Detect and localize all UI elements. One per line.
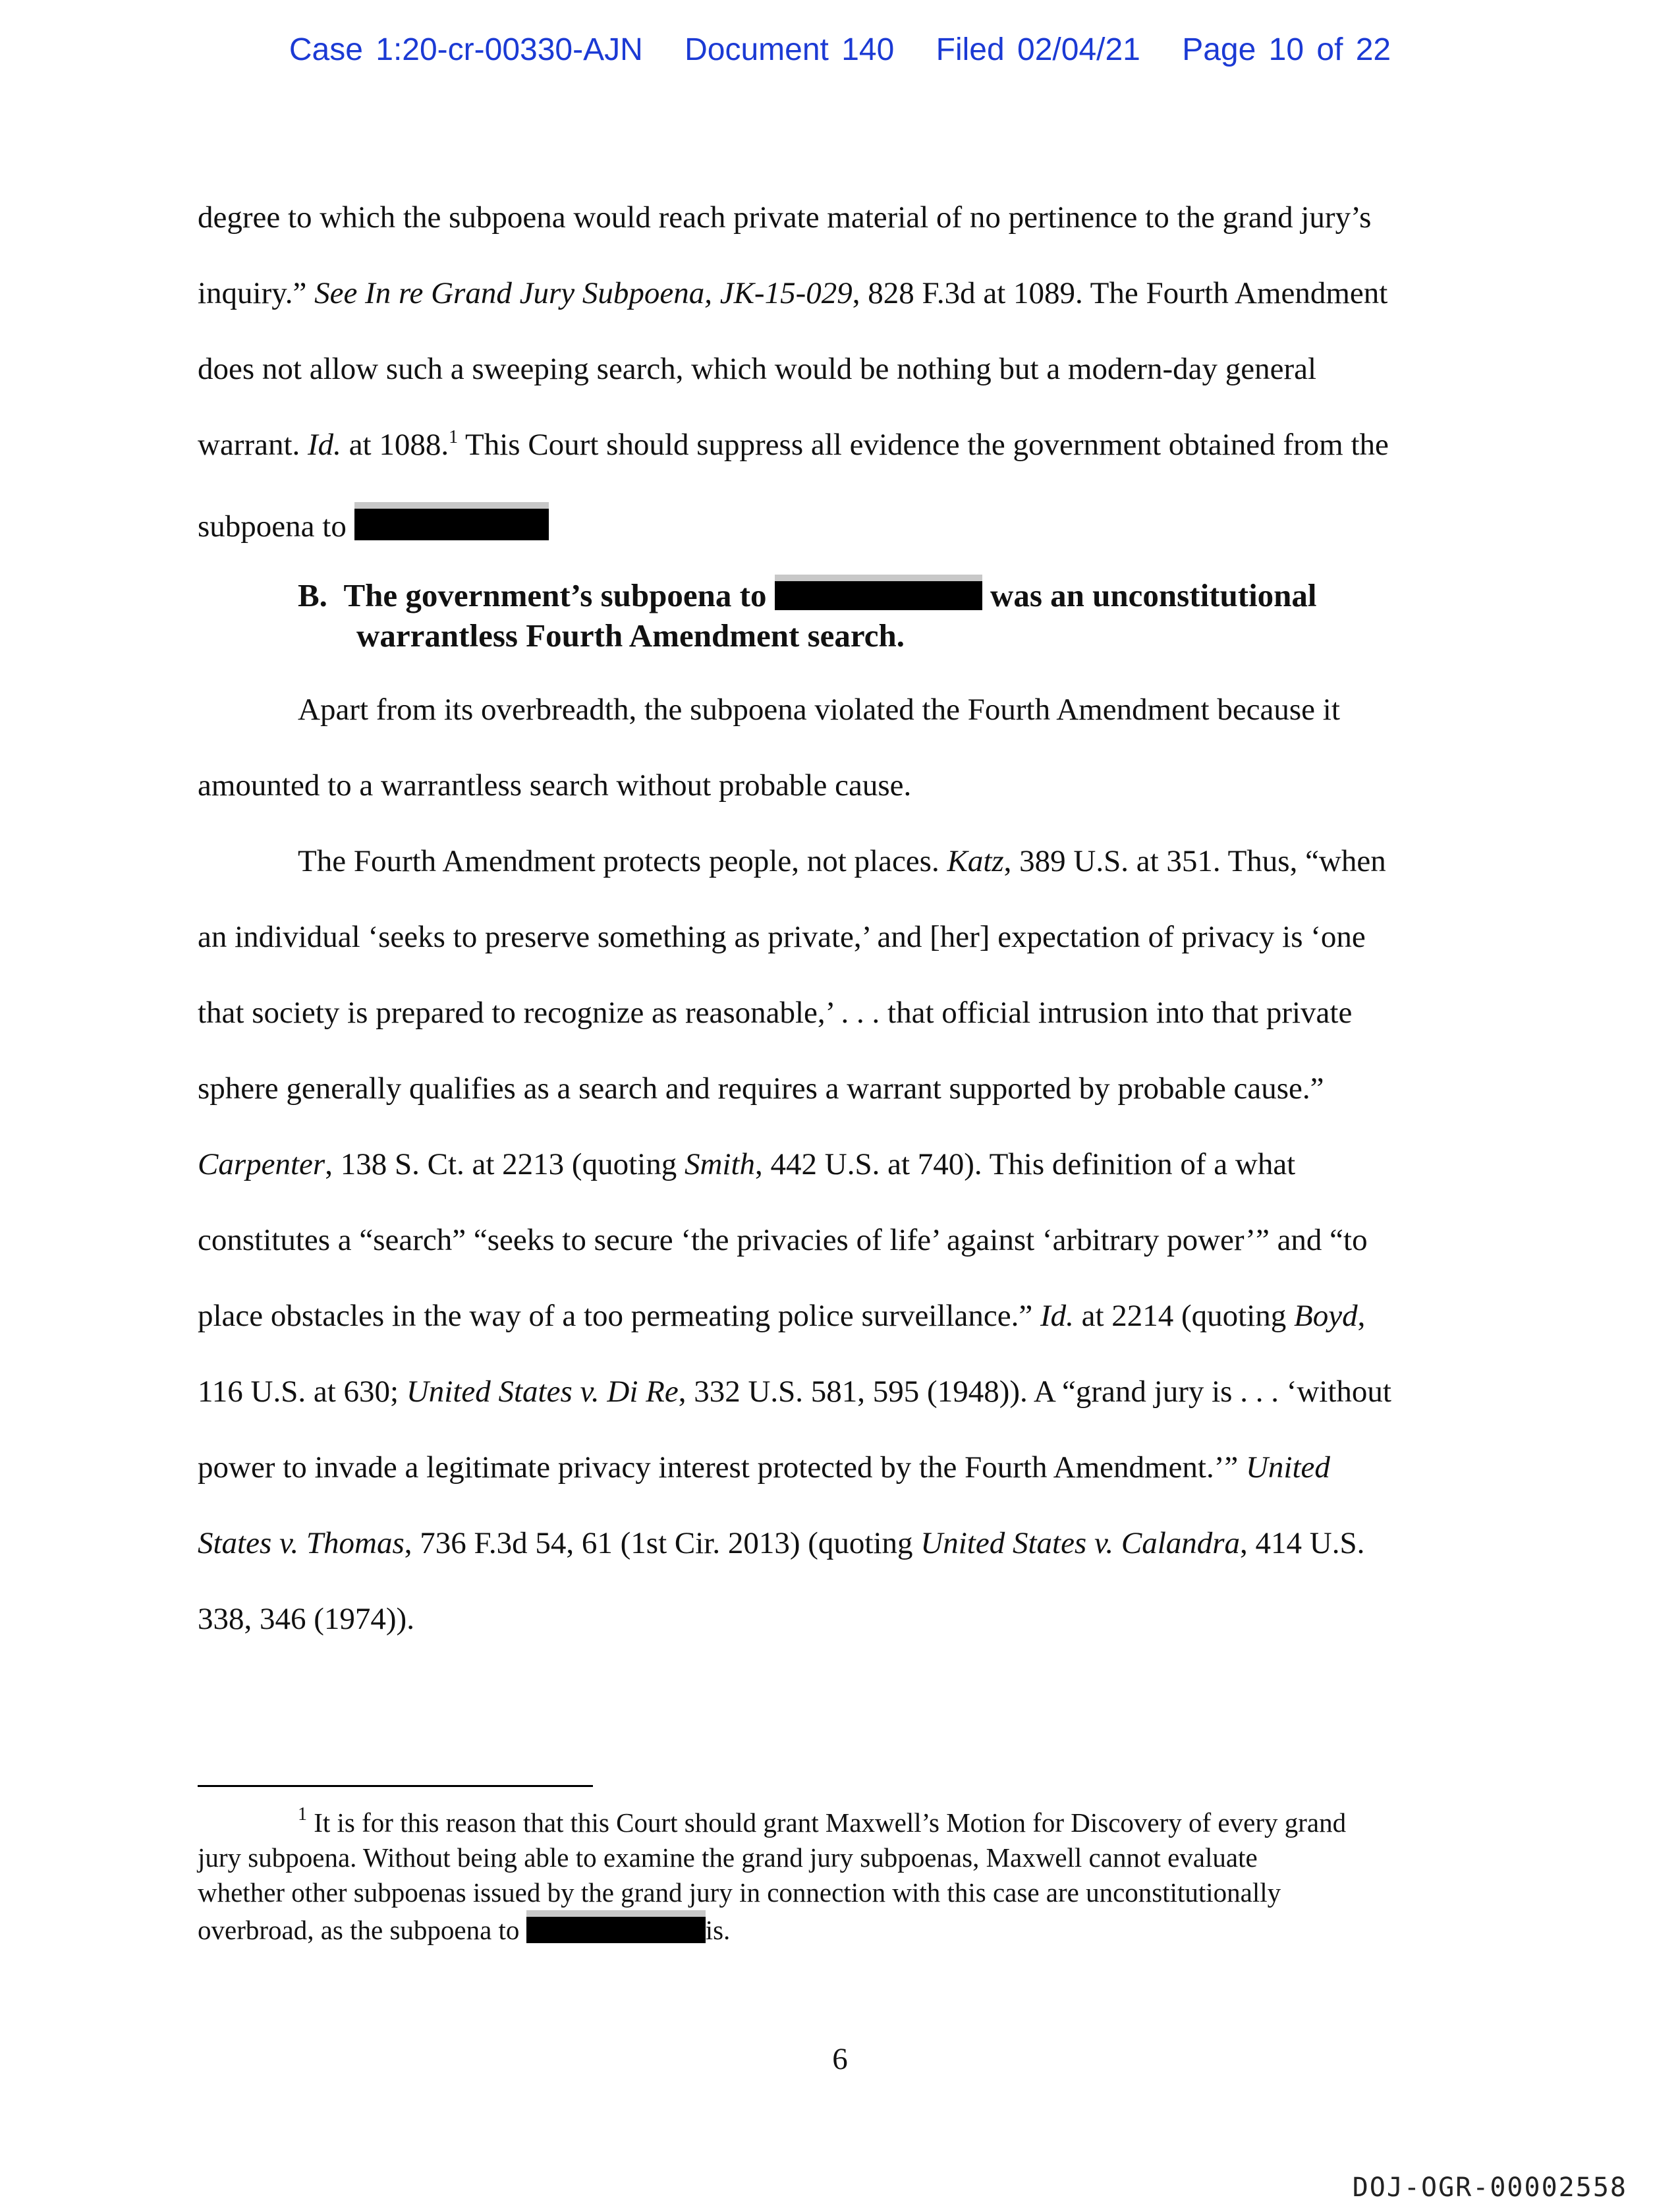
redaction-block bbox=[526, 1910, 706, 1943]
footnote-divider bbox=[198, 1785, 593, 1787]
para3-line-8: 116 U.S. at 630; United States v. Di Re, 332 U.S. 581, 595 (1948)). A “grand jury is . . . ‘without bbox=[198, 1375, 1391, 1409]
para3-line-9: power to invade a legitimate privacy interest protected by the Fourth Amendment.’” United bbox=[198, 1450, 1330, 1485]
footnote-ref[interactable]: 1 bbox=[449, 427, 459, 447]
heading-continuation: warrantless Fourth Amendment search. bbox=[356, 617, 905, 654]
page-indicator: Page 10 of 22 bbox=[1182, 32, 1391, 67]
body-line-2: inquiry.” See In re Grand Jury Subpoena, JK-15-029, 828 F.3d at 1089. The Fourth Amendment bbox=[198, 276, 1388, 310]
para3-line-2: an individual ‘seeks to preserve something as private,’ and [her] expectation of privacy is ‘one bbox=[198, 920, 1366, 954]
body-line-1: degree to which the subpoena would reach private material of no pertinence to the grand jury’s bbox=[198, 200, 1372, 235]
filed-date: Filed 02/04/21 bbox=[936, 32, 1140, 67]
footnote-line-3: whether other subpoenas issued by the grand jury in connection with this case are unconstitutionally bbox=[198, 1877, 1281, 1908]
para3-line-7: place obstacles in the way of a too permeating police surveillance.” Id. at 2214 (quoting Boyd, bbox=[198, 1299, 1366, 1333]
para3-line-5: Carpenter, 138 S. Ct. at 2213 (quoting Smith, 442 U.S. at 740). This definition of a what bbox=[198, 1147, 1296, 1181]
bates-number: DOJ-OGR-00002558 bbox=[1352, 2172, 1627, 2203]
redaction-block bbox=[354, 502, 549, 540]
body-line-3: does not allow such a sweeping search, which would be nothing but a modern-day general bbox=[198, 352, 1317, 386]
case-header bbox=[0, 32, 1680, 68]
case-number: Case 1:20-cr-00330-AJN bbox=[289, 32, 643, 67]
body-line-5: subpoena to bbox=[198, 502, 549, 545]
para2-line-1: Apart from its overbreadth, the subpoena violated the Fourth Amendment because it bbox=[298, 693, 1340, 727]
footnote-marker: 1 bbox=[298, 1804, 307, 1825]
footnote-line-1: $^1$ It is for this reason that this Court should grant Maxwell’s Motion for Discovery of every grand bbox=[298, 1804, 1347, 1838]
section-heading-b: B. The government’s subpoena to was an unconstitutional warrantless Fourth Amendment search. bbox=[298, 575, 1317, 616]
footnote-line-4: overbroad, as the subpoena to is. bbox=[198, 1910, 730, 1948]
para3-line-3: that society is prepared to recognize as reasonable,’ . . . that official intrusion into that private bbox=[198, 996, 1353, 1030]
heading-letter: B. bbox=[298, 577, 327, 613]
para3-line-10: States v. Thomas, 736 F.3d 54, 61 (1st Cir. 2013) (quoting United States v. Calandra, 414 U.S. bbox=[198, 1526, 1365, 1560]
para2-line-2: amounted to a warrantless search without probable cause. bbox=[198, 768, 912, 803]
para3-line-6: constitutes a “search” “seeks to secure ‘the privacies of life’ against ‘arbitrary power’” and “to bbox=[198, 1223, 1368, 1257]
redaction-block bbox=[775, 575, 982, 610]
body-line-4: warrant. Id. at 1088.$^1$ This Court should suppress all evidence the government obtained from the bbox=[198, 427, 1389, 462]
para3-line-11: 338, 346 (1974)). bbox=[198, 1602, 414, 1636]
page-number: 6 bbox=[832, 2042, 848, 2076]
document-number: Document 140 bbox=[685, 32, 895, 67]
para3-line-1: The Fourth Amendment protects people, not places. Katz, 389 U.S. at 351. Thus, “when bbox=[298, 844, 1386, 878]
para3-line-4: sphere generally qualifies as a search and requires a warrant supported by probable cause.” bbox=[198, 1071, 1324, 1106]
footnote-line-2: jury subpoena. Without being able to examine the grand jury subpoenas, Maxwell cannot evaluate bbox=[198, 1842, 1258, 1873]
